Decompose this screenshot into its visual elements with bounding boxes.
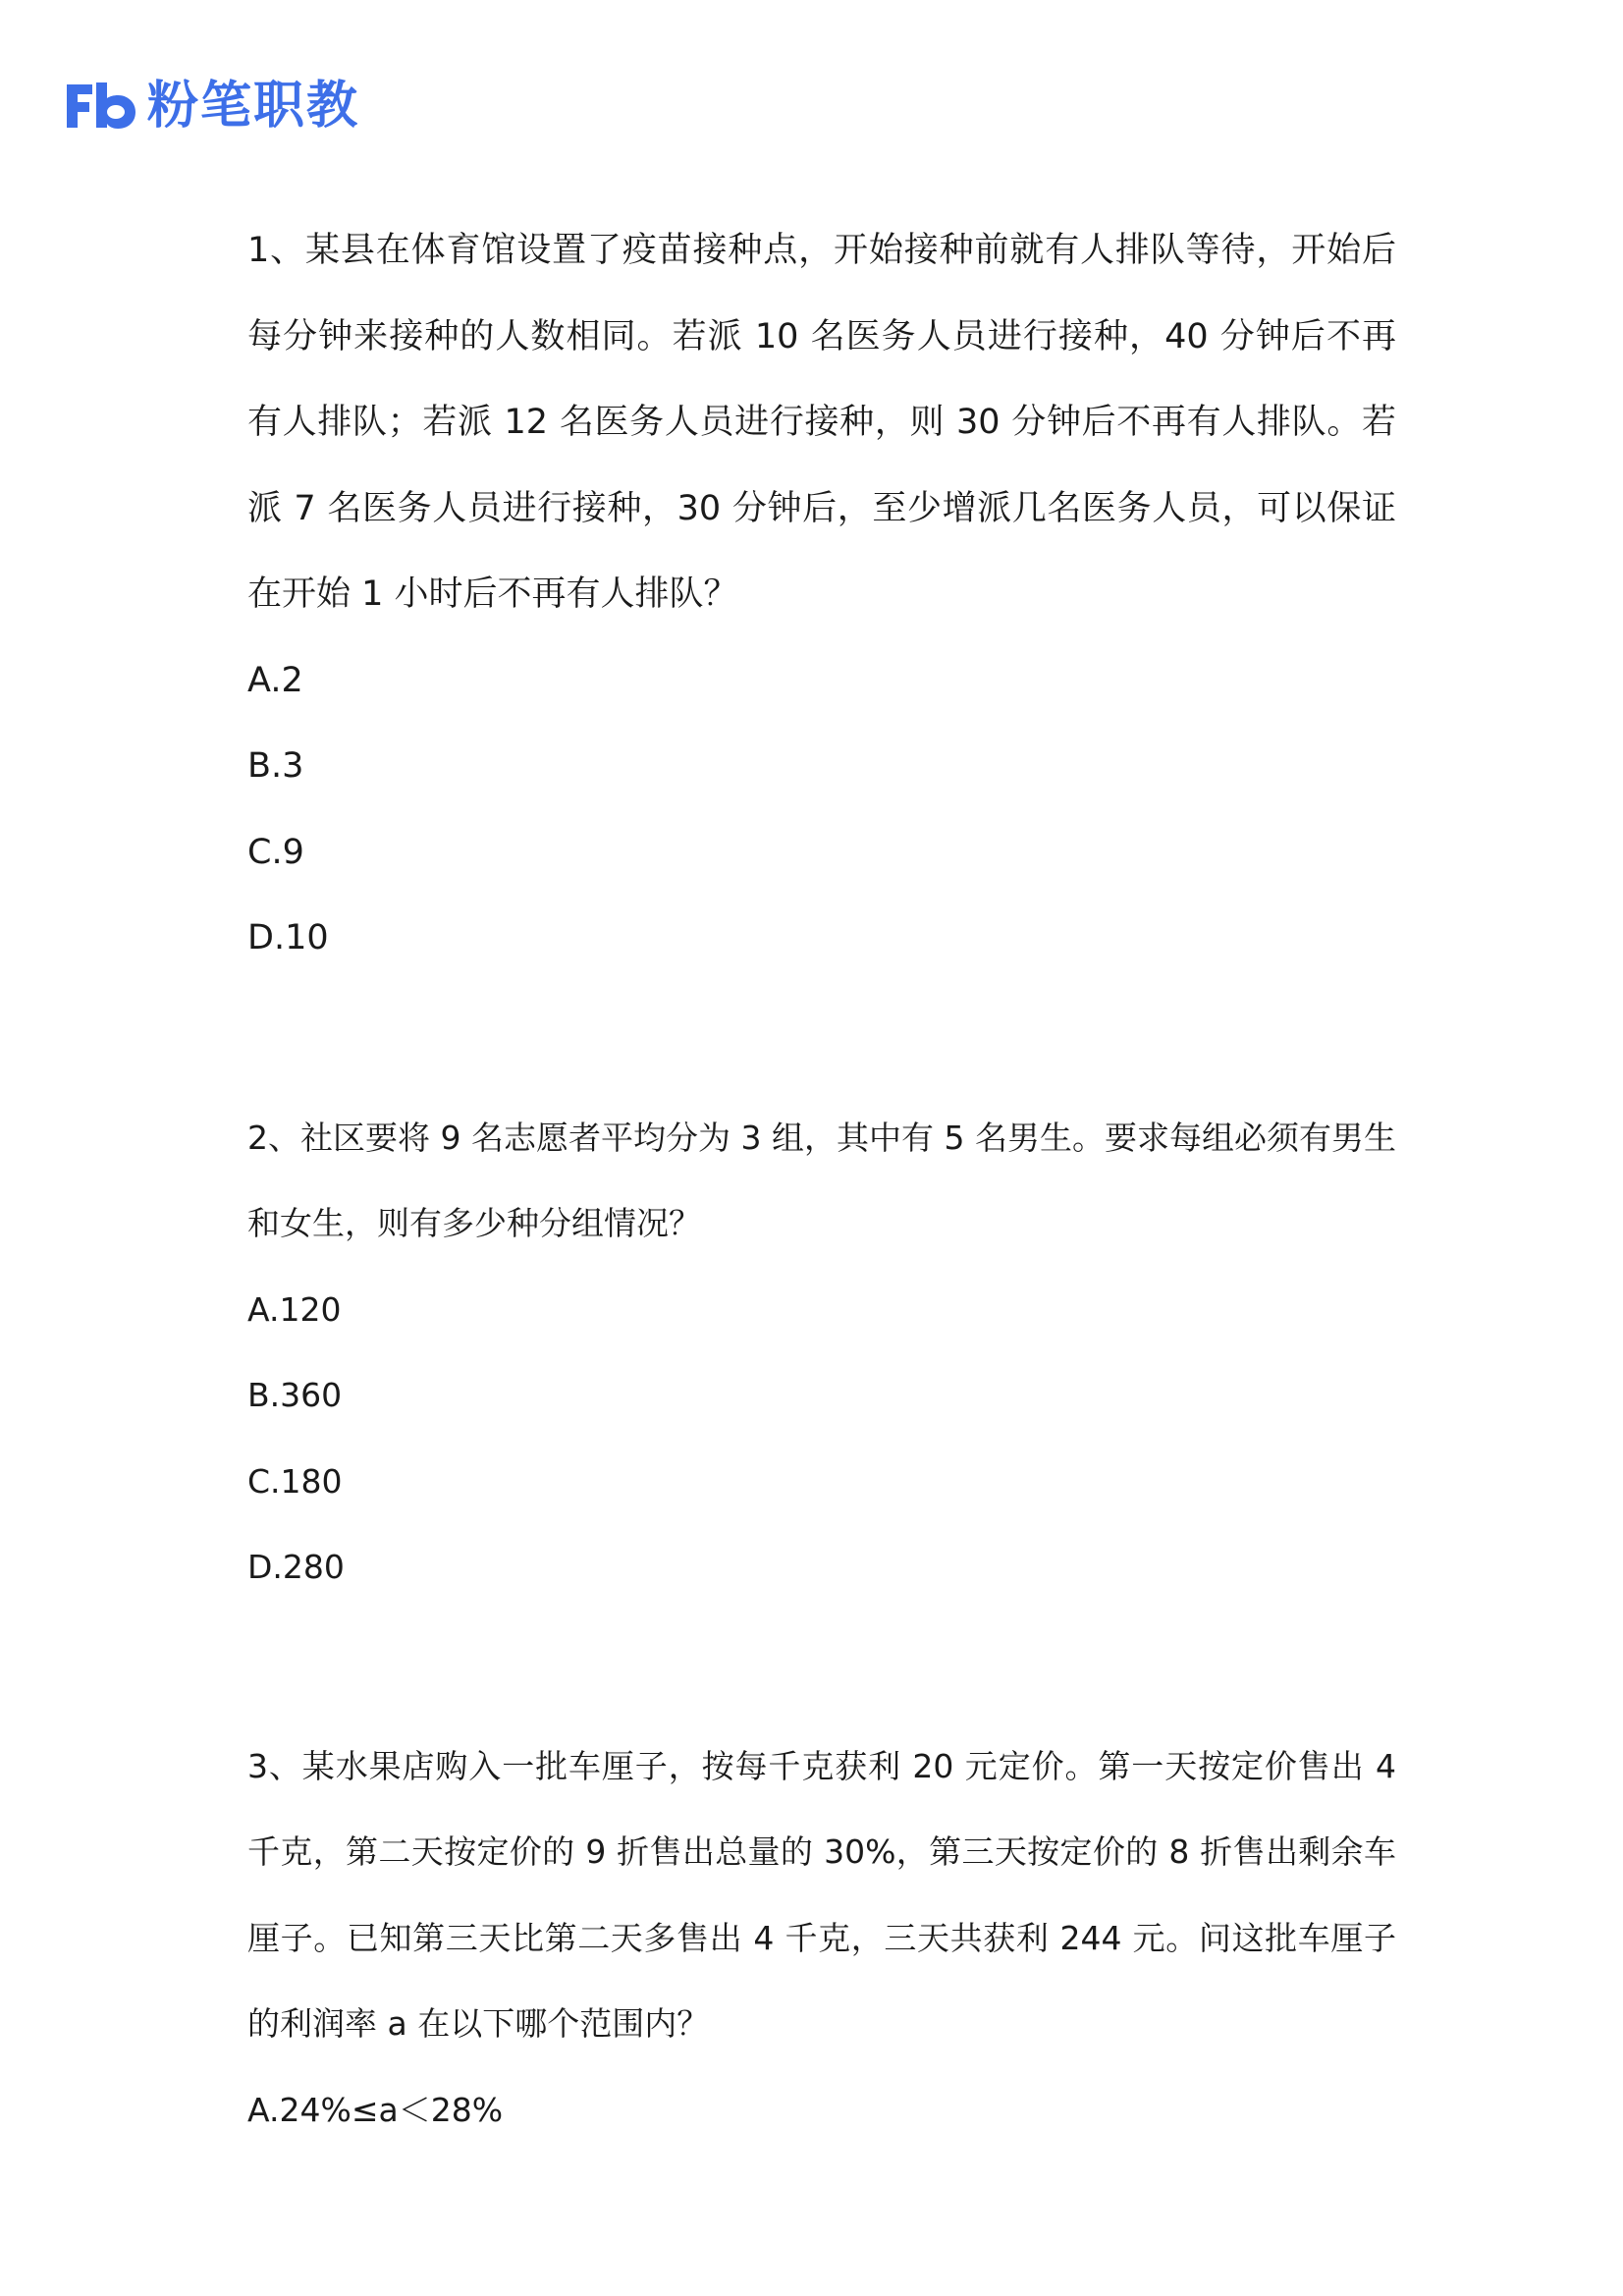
question-1 (247, 208, 1396, 982)
option-c: C.9 (247, 832, 304, 872)
header (63, 75, 359, 137)
question-stem: 3、某水果店购入一批车厘子，按每千克获利 20 元定价。第一天按定价售出 4 千克，第二天按定价的 9 折售出总量的 30%，第三天按定价的 8 折售出剩余车厘子。已知第三天比第二天多售出 4 千克，三天共获利 244 元。问这批车厘子的利润率 a 在以下哪个范围内？ (247, 1746, 1396, 2043)
question-stem: 1、某县在体育馆设置了疫苗接种点，开始接种前就有人排队等待，开始后每分钟来接种的人数相同。若派 10 名医务人员进行接种，40 分钟后不再有人排队；若派 12 名医务人员进行接种，则 30 分钟后不再有人排队。若派 7 名医务人员进行接种，30 分钟后，至少增派几名医务人员，可以保证在开始 1 小时后不再有人排队？ (247, 231, 1396, 614)
document-body (247, 208, 1396, 2266)
option-d: D.10 (247, 918, 329, 957)
option-c: C.180 (247, 1461, 343, 1501)
question-stem: 2、社区要将 9 名志愿者平均分为 3 组，其中有 5 名男生。要求每组必须有男生和女生，则有多少种分组情况？ (247, 1118, 1396, 1242)
question-3 (247, 1723, 1396, 2154)
brand-logo-icon (63, 79, 141, 134)
brand-name: 粉笔职教 (147, 77, 360, 136)
option-b: B.360 (247, 1376, 343, 1414)
option-d: D.280 (247, 1548, 345, 1586)
question-2 (247, 1095, 1396, 1611)
option-a: A.2 (247, 660, 303, 700)
option-b: B.3 (247, 746, 304, 786)
option-a: A.120 (247, 1289, 342, 1329)
option-a: A.24%≤a＜28% (247, 2090, 504, 2129)
